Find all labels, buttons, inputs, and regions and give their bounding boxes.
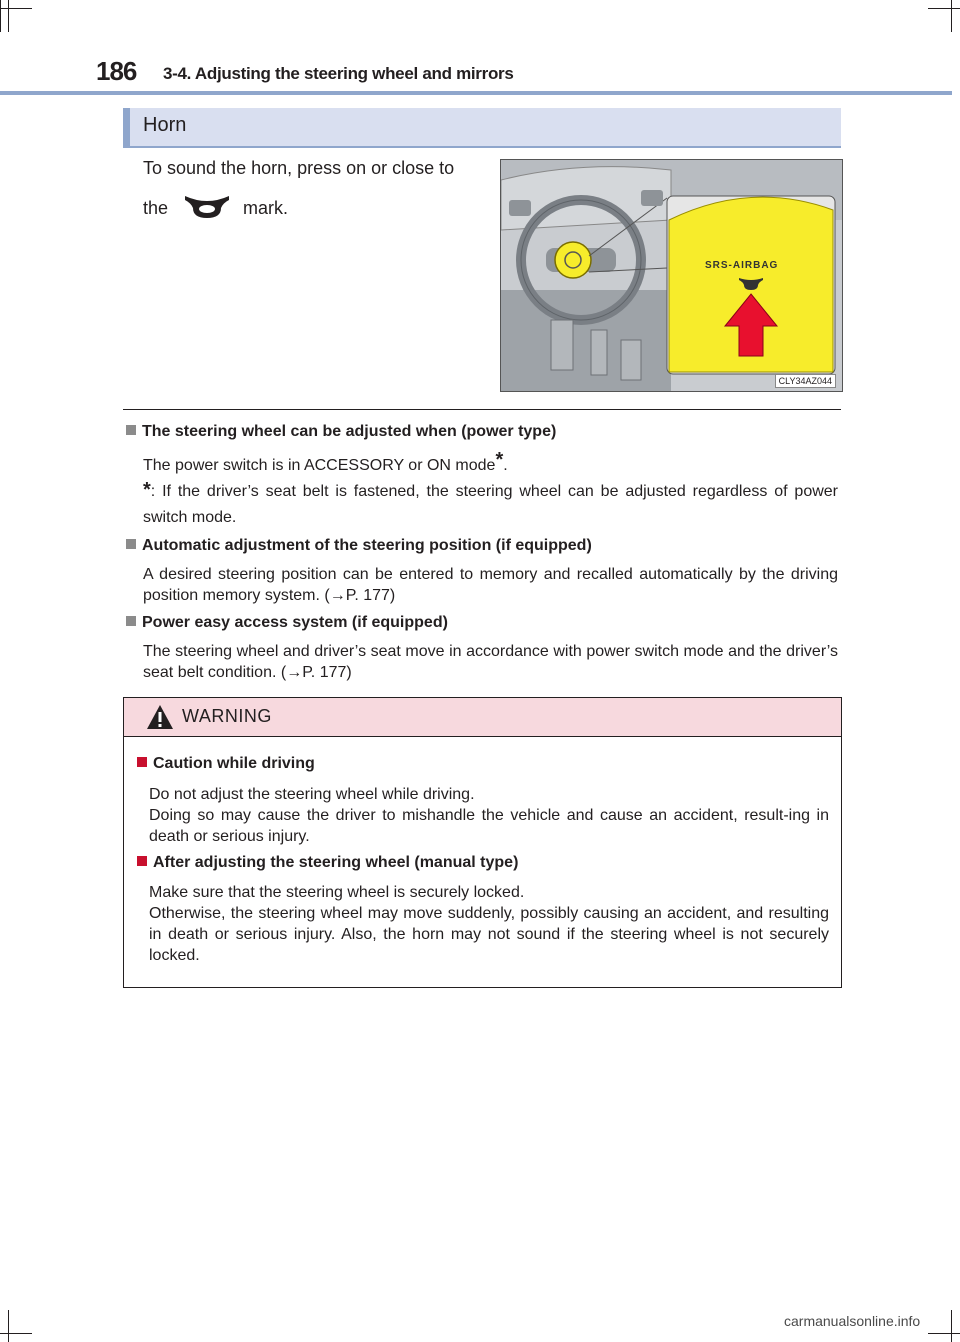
note-heading-power-type (126, 423, 556, 441)
footnote (143, 477, 838, 531)
crop-mark (951, 1310, 952, 1342)
note-heading-auto-adjust (126, 537, 592, 555)
airbag-badge-text: SRS-AIRBAG (705, 260, 779, 271)
horn-instruction-mark: mark. (243, 198, 288, 218)
warning-body-line: Do not adjust the steering wheel while driving. (149, 786, 475, 803)
note-body-text: The power switch is in ACCESSORY or ON mode (143, 457, 496, 474)
warning-heading-text: After adjusting the steering wheel (manual type) (153, 854, 519, 871)
section-title: 3-4. Adjusting the steering wheel and mirrors (163, 64, 514, 83)
note-heading-text: Power easy access system (if equipped) (142, 614, 448, 631)
crop-mark (0, 0, 1, 32)
asterisk-mark: * (495, 449, 504, 471)
crop-mark (0, 1333, 32, 1334)
note-heading-easy-access (126, 614, 448, 632)
crop-mark (951, 0, 952, 32)
watermark: carmanualsonline.info (784, 1313, 921, 1329)
title-bar-stripe (123, 108, 130, 146)
note-body-auto-adjust: A desired steering position can be entered to memory and recalled automatically by the driving position memory system. (→P. 177) (143, 566, 838, 604)
note-heading-text: Automatic adjustment of the steering position (if equipped) (142, 537, 592, 554)
warning-body-paragraph: Otherwise, the steering wheel may move suddenly, possibly causing an accident, and resulting in death or serious injury. Also, the horn may not sound if the steering wheel is not securely locked. (149, 905, 829, 964)
horn-instruction-line1: To sound the horn, press on or close to (143, 158, 455, 178)
crop-mark (928, 1333, 960, 1334)
warning-triangle-icon (146, 704, 174, 735)
crop-mark (0, 8, 32, 9)
horn-icon (183, 194, 231, 225)
warning-heading-text: Caution while driving (153, 755, 315, 772)
header-rule (0, 91, 952, 95)
warning-heading-manual (137, 854, 518, 872)
page-number: 186 (96, 56, 137, 86)
warning-body-paragraph: Doing so may cause the driver to mishandle the vehicle and cause an accident, result-ing in death or serious injury. (149, 807, 829, 845)
horn-section-title: Horn (143, 114, 187, 136)
footnote-text: : If the driver’s seat belt is fastened, the steering wheel can be adjusted regardless of power switch mode. (143, 483, 838, 526)
footnote-asterisk: * (143, 479, 151, 501)
square-bullet-icon (137, 757, 147, 767)
crop-mark (8, 1310, 9, 1342)
square-bullet-icon (126, 616, 136, 626)
note-body-power-type (143, 450, 838, 476)
steering-wheel-illustration (500, 159, 843, 392)
horn-title-rule (123, 146, 841, 148)
warning-heading-caution (137, 755, 315, 773)
note-body-period: . (503, 457, 508, 474)
note-body-easy-access: The steering wheel and driver’s seat move in accordance with power switch mode and the driver’s seat belt condition. (→P. 177) (143, 643, 838, 681)
note-heading-text: The steering wheel can be adjusted when (power type) (142, 423, 557, 440)
square-bullet-icon (126, 539, 136, 549)
warning-body-line: Make sure that the steering wheel is securely locked. (149, 884, 525, 901)
illustration-code: CLY34AZ044 (775, 374, 836, 388)
warning-box (123, 697, 842, 988)
square-bullet-icon (126, 425, 136, 435)
crop-mark (928, 8, 960, 9)
warning-label: WARNING (182, 706, 272, 726)
horn-section-title-bar (123, 108, 841, 146)
square-bullet-icon (137, 856, 147, 866)
page-header (0, 52, 960, 98)
crop-mark (8, 0, 9, 32)
notes-divider (123, 409, 841, 410)
warning-header (124, 698, 841, 737)
horn-instruction-the: the (143, 198, 169, 218)
